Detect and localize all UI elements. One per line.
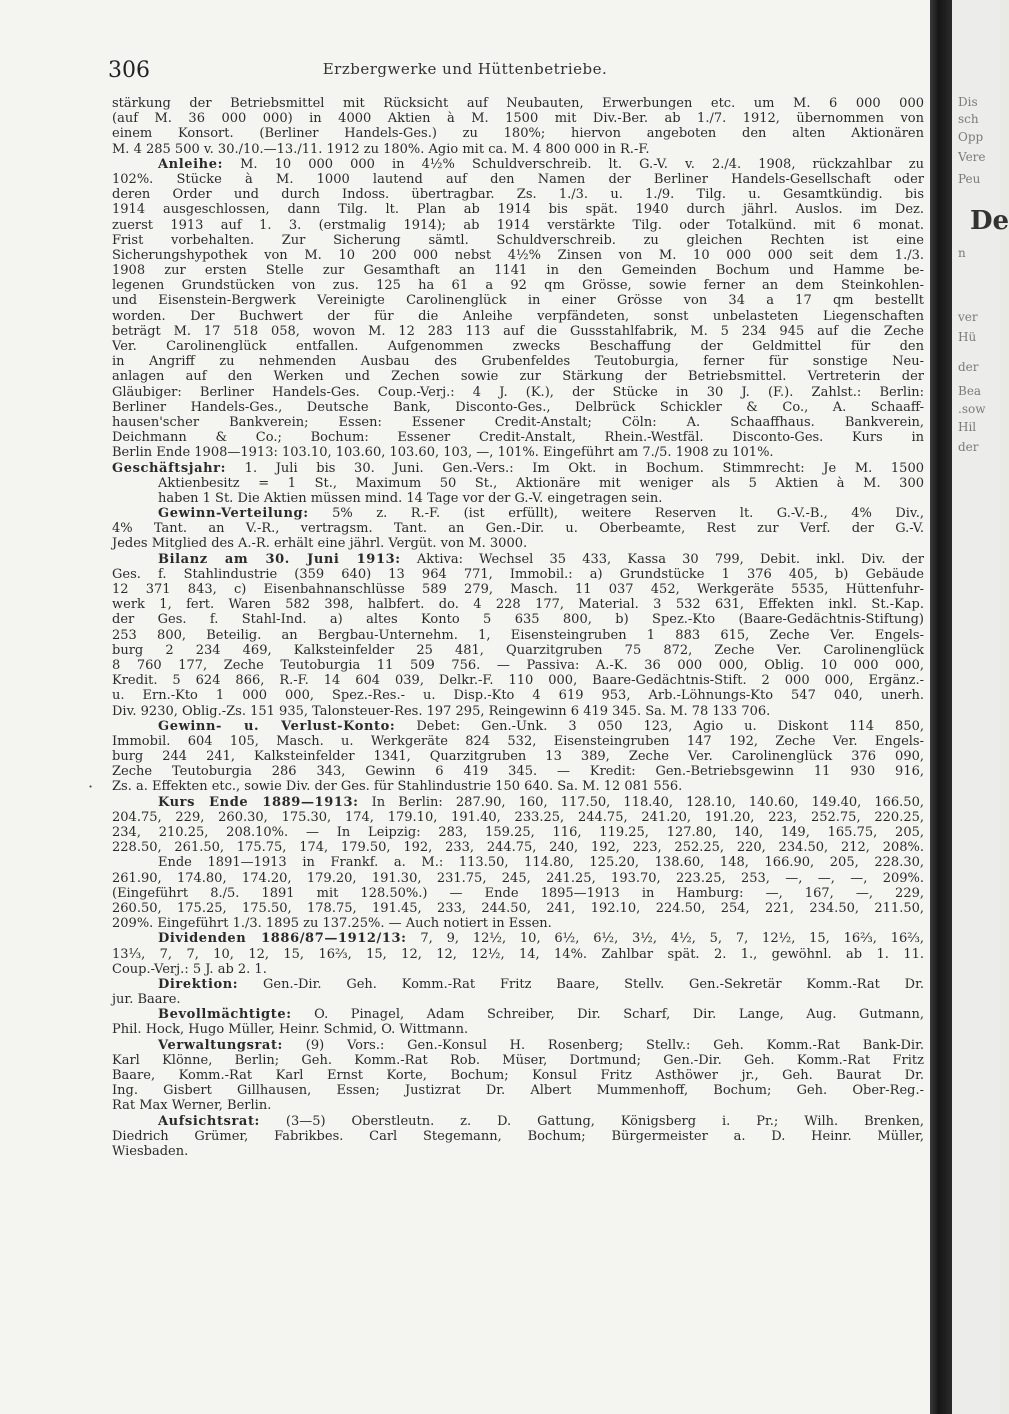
line-text: haben 1 St. Die Aktien müssen mind. 14 Tage vor der G.-V. eingetragen sein. [158,490,663,506]
line-text: M. 4 285 500 v. 30./10.—13./11. 1912 zu 180%. Agio mit ca. M. 4 800 000 in R.-F. [112,141,650,157]
line-text: 253 800, Beteilig. an Bergbau-Unternehm. 1, Eisensteingruben 1 883 615, Zeche Ver. Engels- [112,627,924,643]
line-text: Deichmann & Co.; Bochum: Essener Credit-Anstalt, Rhein.-Westfäl. Disconto-Ges. Kurs in [112,430,924,446]
text-line [112,202,924,217]
text-line [112,582,924,597]
text-line [112,962,924,977]
line-text: Baare, Komm.-Rat Karl Ernst Korte, Bochum; Konsul Fritz Asthöwer jr., Geh. Baurat Dr. [112,1068,924,1083]
line-text: 4% Tant. an V.-R., vertragsm. Tant. an Gen.-Dir. u. Oberbeamte, Rest zur Verf. der G.-V. [112,521,924,537]
text-line [112,734,924,749]
text-line [112,749,924,764]
adjacent-page-fragment: Vere [958,150,986,164]
text-line [112,1007,924,1022]
adjacent-page-fragment: Hil [958,420,977,434]
section-heading: Bevollmächtigte: [158,1007,292,1023]
section-heading: Verwaltungsrat: [158,1037,283,1053]
line-text: zuerst 1913 auf 1. 3. (erstmalig 1914); ab 1914 verstärkte Tilg. oder Totalkünd. mit 6 monat. [112,217,924,233]
text-line [112,111,924,126]
text-line [112,369,924,384]
text-line [112,628,924,643]
line-text: Div. 9230, Oblig.-Zs. 151 935, Talonsteuer-Res. 197 295, Reingewinn 6 419 345. Sa. M. 78 133 706. [112,703,771,719]
text-line [112,795,924,810]
text-line [112,96,924,111]
text-line [112,476,924,491]
line-text: u. Ern.-Kto 1 000 000, Spez.-Res.- u. Disp.-Kto 4 619 953, Arb.-Löhnungs-Kto 547 040, unerh. [112,688,924,704]
line-text: Debet: Gen.-Unk. 3 050 123, Agio u. Diskont 114 850, [395,718,924,734]
text-line [112,324,924,339]
line-text: Kredit. 5 624 866, R.-F. 14 604 039, Delkr.-F. 110 000, Baare-Gedächtnis-Stift. 2 000 000, Ergänz.- [112,673,924,689]
line-text: stärkung der Betriebsmittel mit Rücksicht auf Neubauten, Erwerbungen etc. um M. 6 000 000 [112,96,924,111]
text-line [112,248,924,263]
margin-mark: · [88,777,94,796]
text-line [112,339,924,354]
text-line [112,172,924,187]
text-line [112,1038,924,1053]
text-line [112,840,924,855]
text-line [112,309,924,324]
line-text: 8 760 177, Zeche Teutoburgia 11 509 756. — Passiva: A.-K. 36 000 000, Oblig. 10 000 000, [112,657,924,673]
adjacent-page-fragment: ver [958,310,978,324]
text-line [112,886,924,901]
text-line [112,855,924,870]
line-text: Wiesbaden. [112,1143,189,1159]
text-line [112,142,924,157]
line-text: Diedrich Grümer, Fabrikbes. Carl Stegemann, Bochum; Bürgermeister a. D. Heinr. Müller, [112,1128,924,1144]
line-text: 1914 ausgeschlossen, dann Tilg. lt. Plan ab 1914 bis spät. 1940 durch jährl. Auslos. im Dez. [112,202,924,218]
text-line [112,1114,924,1129]
line-text: und Eisenstein-Bergwerk Vereinigte Carolinenglück in einer Grösse von 34 a 17 qm bestellt [112,293,924,309]
line-text: Jedes Mitglied des A.-R. erhält eine jährl. Vergüt. von M. 3000. [112,536,528,552]
line-text: 260.50, 175.25, 175.50, 178.75, 191.45, 233, 244.50, 241, 192.10, 224.50, 254, 221, 234.50, 211.50, [112,900,924,916]
adjacent-page-fragment: der [958,360,979,374]
text-line [112,354,924,369]
adjacent-page-fragment: der [958,440,979,454]
book-gutter [930,0,952,1414]
line-text: burg 244 241, Kalksteinfelder 1341, Quarzitgruben 13 389, Zeche Ver. Carolinenglück 376 090, [112,749,924,765]
section-heading: Kurs Ende 1889—1913: [158,794,359,810]
text-line [112,597,924,612]
section-heading: Direktion: [158,976,239,992]
line-text: einem Konsort. (Berliner Handels-Ges.) zu 180%; hiervon angeboten den alten Aktionären [112,126,924,142]
adjacent-page-fragment: Bea [958,384,982,398]
text-line [112,673,924,688]
text-line [112,157,924,172]
line-text: Ende 1891—1913 in Frankf. a. M.: 113.50, 114.80, 125.20, 138.60, 148, 166.90, 205, 228.30, [158,855,924,871]
text-line [112,187,924,202]
body-text [112,96,924,1159]
text-line [112,430,924,445]
text-line [112,779,924,794]
line-text: Sicherungshypothek von M. 10 200 000 nebst 4½% Zinsen von M. 10 000 000 seit dem 1./3. [112,247,924,263]
text-line [112,612,924,627]
line-text: Ver. Carolinenglück entfallen. Aufgenommen zwecks Beschaffung der Geldmittel für den [112,339,924,354]
adjacent-page-fragment: De [970,206,1009,236]
line-text: Zeche Teutoburgia 286 343, Gewinn 6 419 345. — Kredit: Gen.-Betriebsgewinn 11 930 916, [112,764,924,780]
line-text: Ges. f. Stahlindustrie (359 640) 13 964 771, Immobil.: a) Grundstücke 1 376 405, b) Gebäude [112,566,924,582]
line-text: in Angriff zu nehmenden Ausbau des Grubenfeldes Teutoburgia, ferner für sonstige Neu- [112,354,924,370]
running-head: Erzbergwerke und Hüttenbetriebe. [322,60,608,78]
line-text: Phil. Hock, Hugo Müller, Heinr. Schmid, O. Wittmann. [112,1022,469,1038]
text-line [112,400,924,415]
line-text: Rat Max Werner, Berlin. [112,1098,272,1114]
text-line [112,461,924,476]
adjacent-page-fragment: Dis [958,95,978,109]
line-text: M. 10 000 000 in 4½% Schuldverschreib. lt. G.-V. v. 2./4. 1908, rückzahlbar zu [223,156,924,172]
line-text: Karl Klönne, Berlin; Geh. Komm.-Rat Rob. Müser, Dortmund; Gen.-Dir. Geh. Komm.-Rat Fritz [112,1052,924,1068]
line-text: 204.75, 229, 260.30, 175.30, 174, 179.10, 191.40, 233.25, 244.75, 241.20, 191.20, 223, 252.75, 220.25, [112,809,924,825]
line-text: werk 1, fert. Waren 582 398, halbfert. do. 4 228 177, Material. 3 532 631, Effekten inkl. St.-Kap. [112,597,924,613]
line-text: (3—5) Oberstleutn. z. D. Gattung, Königsberg i. Pr.; Wilh. Brenken, [259,1113,924,1129]
line-text: Berliner Handels-Ges., Deutsche Bank, Disconto-Ges., Delbrück Schickler & Co., A. Schaaff- [112,399,924,415]
text-line [112,278,924,293]
line-text: (Eingeführt 8./5. 1891 mit 128.50%.) — Ende 1895—1913 in Hamburg: —, 167, —, 229, [112,885,924,901]
text-line [112,977,924,992]
text-line [112,233,924,248]
text-line [112,947,924,962]
line-text: burg 2 234 469, Kalksteinfelder 25 481, Quarzitgruben 75 872, Zeche Ver. Carolinenglück [112,642,924,658]
adjacent-page-fragment: Peu [958,172,981,186]
text-line [112,825,924,840]
text-line [112,536,924,551]
line-text: In Berlin: 287.90, 160, 117.50, 118.40, 128.10, 140.60, 149.40, 166.50, [358,794,924,810]
text-line [112,1144,924,1159]
line-text: Ing. Gisbert Gillhausen, Essen; Justizrat Dr. Albert Mummenhoff, Bochum; Geh. Ober-Reg.- [112,1083,924,1099]
line-text: Zs. a. Effekten etc., sowie Div. der Ges. für Stahlindustrie 150 640. Sa. M. 12 081 556. [112,779,683,795]
line-text: Berlin Ende 1908—1913: 103.10, 103.60, 103.60, 103, —, 101%. Eingeführt am 7./5. 1908 zu 101%. [112,445,774,461]
line-text: der Ges. f. Stahl-Ind. a) altes Konto 5 635 800, b) Spez.-Kto (Baare-Gedächtnis-Stiftung) [112,612,924,628]
line-text: anlagen auf den Werken und Zechen sowie zur Stärkung der Betriebsmittel. Vertreterin der [112,369,924,385]
text-line [112,1022,924,1037]
line-text: 7, 9, 12½, 10, 6½, 6½, 3½, 4½, 5, 7, 12½, 15, 16⅔, 16⅔, [406,931,924,947]
adjacent-page-fragment: .sow [958,402,986,416]
text-line [112,901,924,916]
line-text: 228.50, 261.50, 175.75, 174, 179.50, 192, 233, 244.75, 240, 192, 223, 252.25, 220, 234.50, 212, 208%. [112,840,924,856]
text-line [112,931,924,946]
line-text: beträgt M. 17 518 058, wovon M. 12 283 113 auf die Gussstahlfabrik, M. 5 234 945 auf die Zeche [112,323,924,339]
section-heading: Dividenden 1886/87—1912/13: [158,931,407,947]
line-text: deren Order und durch Indoss. übertragbar. Zs. 1./3. u. 1./9. Tilg. u. Gesamtkündig. bis [112,187,924,203]
section-heading: Gewinn-Verteilung: [158,506,309,522]
adjacent-page-fragment: sch [958,112,979,126]
line-text: jur. Baare. [112,992,181,1008]
text-line [112,293,924,308]
text-line [112,719,924,734]
page-number: 306 [108,58,150,83]
text-line [112,1098,924,1113]
section-heading: Bilanz am 30. Juni 1913: [158,551,401,567]
line-text: (9) Vors.: Gen.-Konsul H. Rosenberg; Stellv.: Geh. Komm.-Rat Bank-Dir. [282,1037,924,1053]
text-line [112,992,924,1007]
text-line [112,764,924,779]
line-text: 234, 210.25, 208.10%. — In Leipzig: 283, 159.25, 116, 119.25, 127.80, 140, 149, 165.75, 205, [112,825,924,840]
line-text: Frist vorbehalten. Zur Sicherung sämtl. Schuldverschreib. zu gleichen Rechten ist eine [112,232,924,248]
text-line [112,643,924,658]
line-text: hausen'scher Bankverein; Essen: Essener Credit-Anstalt; Cöln: A. Schaaffhaus. Bankverein, [112,414,924,430]
line-text: Aktiva: Wechsel 35 433, Kassa 30 799, Debit. inkl. Div. der [400,551,924,567]
section-heading: Anleihe: [158,156,224,172]
section-heading: Aufsichtsrat: [158,1113,260,1129]
line-text: Gen.-Dir. Geh. Komm.-Rat Fritz Baare, Stellv. Gen.-Sekretär Komm.-Rat Dr. [238,976,924,992]
line-text: 5% z. R.-F. (ist erfüllt), weitere Reserven lt. G.-V.-B., 4% Div., [308,506,924,522]
text-line [112,871,924,886]
adjacent-page-fragment: Hü [958,330,977,344]
text-line [112,1083,924,1098]
line-text: 209%. Eingeführt 1./3. 1895 zu 137.25%. — Auch notiert in Essen. [112,916,552,932]
adjacent-page-fragment: Opp [958,130,984,144]
text-line [112,552,924,567]
line-text: 102%. Stücke à M. 1000 lautend auf den Namen der Berliner Handels-Gesellschaft oder [112,171,924,187]
text-line [112,263,924,278]
text-line [112,126,924,141]
text-line [112,1129,924,1144]
line-text: Immobil. 604 105, Masch. u. Werkgeräte 824 532, Eisensteingruben 147 192, Zeche Ver. Engels- [112,733,924,749]
text-line [112,810,924,825]
text-line [112,506,924,521]
line-text: worden. Der Buchwert der für die Anleihe verpfändeten, sonst unbelasteten Liegenschaften [112,308,924,324]
text-line [112,567,924,582]
line-text: 261.90, 174.80, 174.20, 179.20, 191.30, 231.75, 245, 241.25, 193.70, 223.25, 253, —, —, —, 209%. [112,870,924,886]
text-line [112,1068,924,1083]
line-text: (auf M. 36 000 000) in 4000 Aktien à M. 1500 mit Div.-Ber. ab 1./7. 1912, übernommen von [112,111,924,127]
text-line [112,445,924,460]
text-line [112,218,924,233]
section-heading: Geschäftsjahr: [112,460,227,476]
text-line [112,916,924,931]
line-text: Gläubiger: Berliner Handels-Ges. Coup.-Verj.: 4 J. (K.), der Stücke in 30 J. (F.). Zahlst.: Berlin: [112,384,924,400]
text-line [112,688,924,703]
section-heading: Gewinn- u. Verlust-Konto: [158,718,396,734]
text-line [112,704,924,719]
line-text: 13⅓, 7, 7, 10, 12, 15, 16⅔, 15, 12, 12, 12½, 14, 14%. Zahlbar spät. 2. 1., gewöhnl. ab 1. 11. [112,946,924,962]
text-line [112,658,924,673]
text-line [112,491,924,506]
line-text: O. Pinagel, Adam Schreiber, Dir. Scharf, Dir. Lange, Aug. Gutmann, [291,1007,924,1023]
text-line [112,415,924,430]
line-text: 1908 zur ersten Stelle zur Gesamthaft an 1141 in den Gemeinden Bochum und Hamme be- [112,263,924,279]
line-text: 12 371 843, c) Eisenbahnanschlüsse 589 279, Masch. 11 037 452, Werkgeräte 5535, Hüttenfuhr- [112,582,924,597]
line-text: Coup.-Verj.: 5 J. ab 2. 1. [112,961,267,977]
line-text: legenen Grundstücken von zus. 125 ha 61 a 92 qm Grösse, sowie ferner an dem Steinkohlen- [112,278,924,294]
text-line [112,1053,924,1068]
adjacent-page-edge [952,0,1009,1414]
adjacent-page-fragment: n [958,246,966,260]
line-text: Aktienbesitz = 1 St., Maximum 50 St., Aktionäre mit weniger als 5 Aktien à M. 300 [158,475,924,491]
text-line [112,385,924,400]
line-text: 1. Juli bis 30. Juni. Gen.-Vers.: Im Okt. in Bochum. Stimmrecht: Je M. 1500 [226,460,924,476]
text-line [112,521,924,536]
